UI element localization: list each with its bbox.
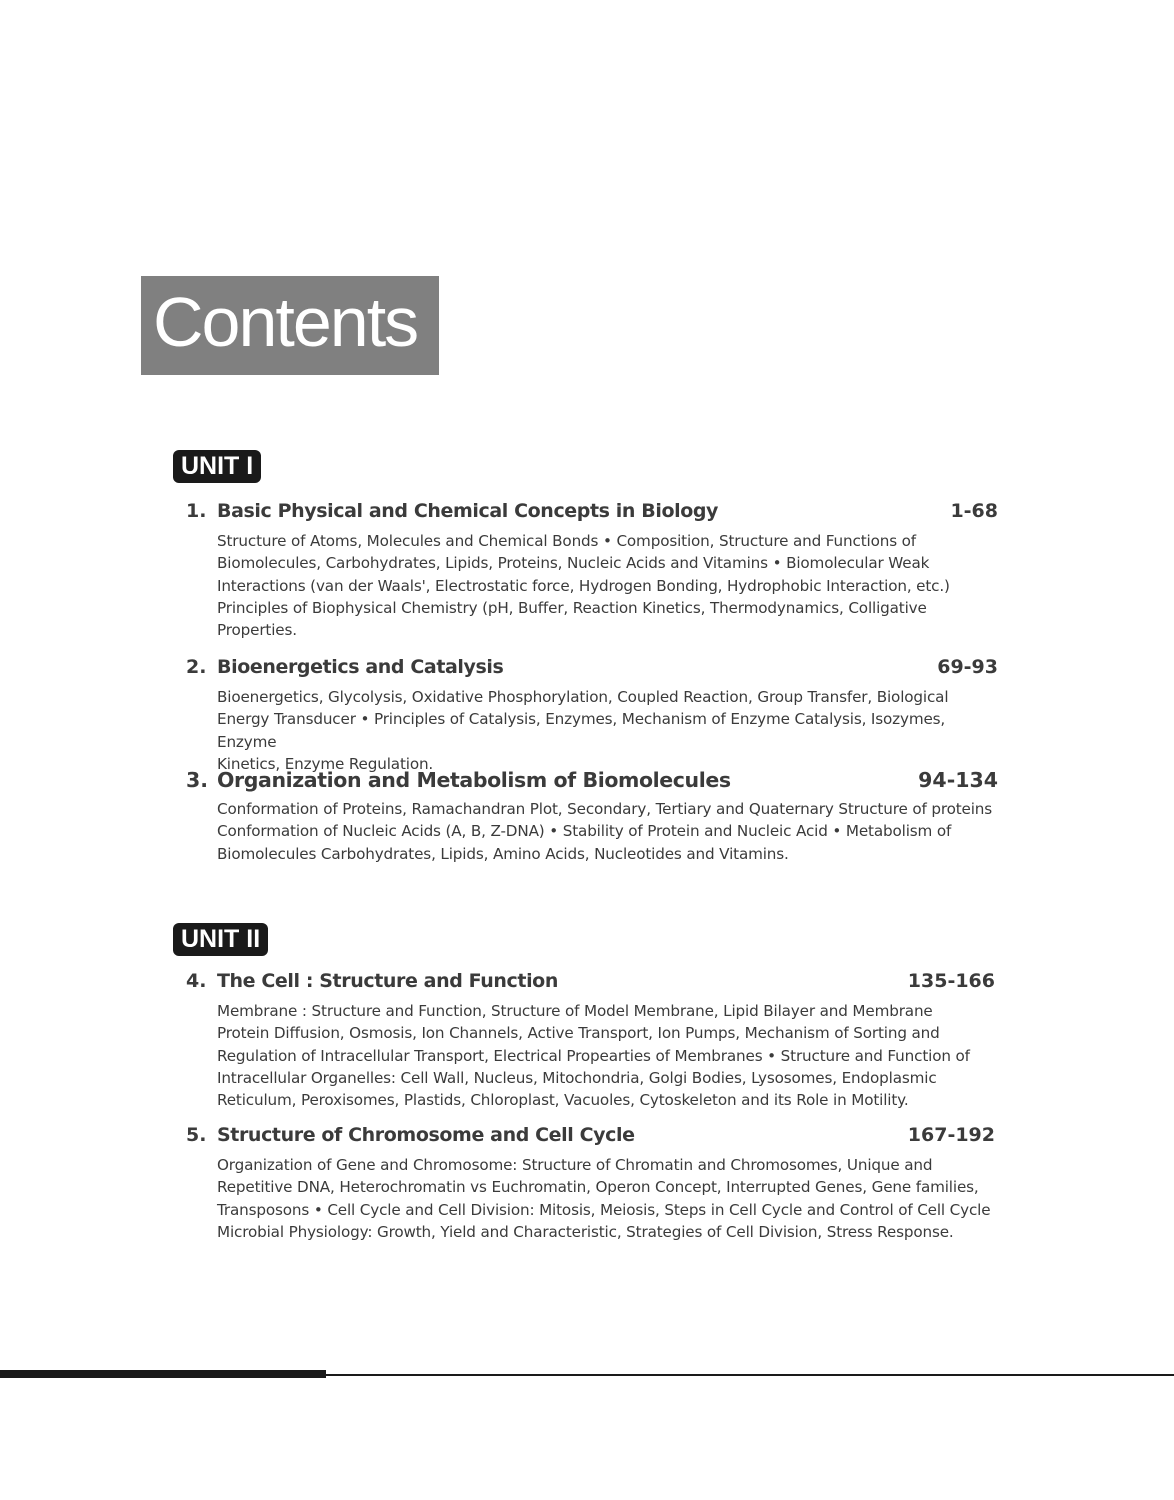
description-line: Repetitive DNA, Heterochromatin vs Euchromatin, Operon Concept, Interrupted Genes, Gene families, [217,1178,979,1197]
chapter-number: 4. [186,970,207,992]
description-line: Conformation of Proteins, Ramachandran Plot, Secondary, Tertiary and Quaternary Structure of proteins [217,800,993,818]
chapter-title[interactable]: The Cell : Structure and Function [217,970,558,992]
contents-heading: Contents [153,283,418,361]
chapter-description [217,798,998,865]
chapter-number: 5. [186,1124,207,1146]
footer-rule-thick [0,1370,326,1378]
description-line: Kinetics, Enzyme Regulation. [217,754,434,773]
unit-badge-1: UNIT I [173,450,261,483]
description-line: Reticulum, Peroxisomes, Plastids, Chloroplast, Vacuoles, Cytoskeleton and its Role in Motility. [217,1091,909,1110]
description-line: Biomolecules, Carbohydrates, Lipids, Proteins, Nucleic Acids and Vitamins • Biomolecular Weak [217,554,930,573]
description-line: Transposons • Cell Cycle and Cell Division: Mitosis, Meiosis, Steps in Cell Cycle and Control of Cell Cycle [217,1200,991,1219]
toc-entry[interactable] [186,1124,998,1243]
description-line: Protein Diffusion, Osmosis, Ion Channels, Active Transport, Ion Pumps, Mechanism of Sorting and [217,1024,940,1043]
description-line: Membrane : Structure and Function, Structure of Model Membrane, Lipid Bilayer and Membrane [217,1002,933,1020]
description-line: Conformation of Nucleic Acids (A, B, Z-DNA) • Stability of Protein and Nucleic Acid • Metabolism of [217,822,952,841]
chapter-pages: 1-68 [950,500,998,522]
chapter-title[interactable]: Bioenergetics and Catalysis [217,656,504,678]
toc-entry[interactable] [186,768,998,865]
chapter-number: 2. [186,656,207,678]
chapter-description [217,1154,998,1243]
footer-rule-thin [326,1374,1174,1376]
chapter-description [217,1000,998,1111]
description-line: Biomolecules Carbohydrates, Lipids, Amino Acids, Nucleotides and Vitamins. [217,844,789,863]
description-line: Intracellular Organelles: Cell Wall, Nucleus, Mitochondria, Golgi Bodies, Lysosomes, Endoplasmic [217,1068,937,1087]
description-line: Regulation of Intracellular Transport, Electrical Propearties of Membranes • Structure and Function of [217,1046,970,1065]
chapter-pages: 167-192 [907,1124,995,1146]
chapter-number: 3. [186,768,209,792]
chapter-description [217,530,998,641]
unit-badge-2: UNIT II [173,923,268,956]
chapter-pages: 135-166 [907,970,995,992]
description-line: Properties. [217,621,297,640]
toc-entry[interactable] [186,656,998,775]
toc-entry[interactable] [186,500,998,641]
description-line: Bioenergetics, Glycolysis, Oxidative Phosphorylation, Coupled Reaction, Group Transfer, Biological [217,688,949,706]
description-line: Principles of Biophysical Chemistry (pH, Buffer, Reaction Kinetics, Thermodynamics, Colligative [217,598,927,617]
description-line: Microbial Physiology: Growth, Yield and Characteristic, Strategies of Cell Division, Stress Response. [217,1222,954,1241]
chapter-pages: 94-134 [918,768,998,792]
description-line: Structure of Atoms, Molecules and Chemical Bonds • Composition, Structure and Functions of [217,532,916,550]
chapter-pages: 69-93 [937,656,998,678]
toc-entry[interactable] [186,970,998,1111]
chapter-title[interactable]: Structure of Chromosome and Cell Cycle [217,1124,635,1146]
chapter-number: 1. [186,500,207,522]
description-line: Organization of Gene and Chromosome: Structure of Chromatin and Chromosomes, Unique and [217,1156,933,1174]
chapter-description [217,686,998,775]
description-line: Energy Transducer • Principles of Catalysis, Enzymes, Mechanism of Enzyme Catalysis, Isozymes, Enzyme [217,710,946,751]
chapter-title[interactable]: Basic Physical and Chemical Concepts in Biology [217,500,719,522]
chapter-title[interactable]: Organization and Metabolism of Biomolecules [217,768,731,792]
contents-heading-box [141,276,439,375]
description-line: Interactions (van der Waals', Electrostatic force, Hydrogen Bonding, Hydrophobic Interaction, etc.) [217,576,950,595]
